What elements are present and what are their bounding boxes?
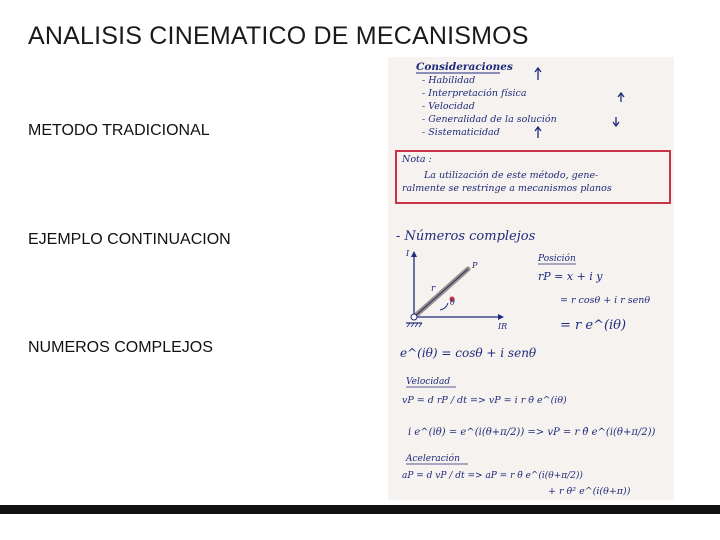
arrow-down-icon — [613, 117, 619, 126]
complex-heading: - Números complejos — [396, 229, 536, 244]
item-ejemplo-continuacion: EJEMPLO CONTINUACION — [28, 231, 231, 248]
position-equation: = r e^(iθ) — [560, 318, 627, 333]
acceleration-equation: + r θ̇² e^(i(θ+π)) — [548, 486, 631, 497]
velocity-equation: i e^(iθ) = e^(i(θ+π/2)) => vP = r θ̇ e^(i(θ+π/2)) — [408, 427, 656, 438]
angle-arc — [440, 303, 448, 310]
angle-label: θ — [450, 298, 455, 307]
note-line: ralmente se restringe a mecanismos planos — [402, 183, 612, 194]
item-numeros-complejos: NUMEROS COMPLEJOS — [28, 339, 213, 356]
euler-equation: e^(iθ) = cosθ + i senθ — [400, 346, 537, 360]
arrow-up-icon — [618, 93, 624, 102]
position-equation: = r cosθ + i r senθ — [560, 295, 651, 306]
arrow-up-icon — [411, 251, 417, 257]
arrow-up-icon — [535, 127, 541, 138]
acceleration-heading: Aceleración — [406, 454, 460, 464]
item-metodo-tradicional: METODO TRADICIONAL — [28, 122, 210, 139]
bottom-bar — [0, 505, 720, 514]
note-line: La utilización de este método, gene- — [424, 170, 599, 181]
velocity-heading: Velocidad — [406, 377, 451, 387]
imag-axis-label: I — [406, 249, 410, 258]
consideration-item: - Habilidad — [422, 75, 476, 86]
consideration-item: - Generalidad de la solución — [422, 114, 557, 125]
position-equation: rP = x + i y — [538, 270, 603, 283]
arrow-up-icon — [535, 68, 541, 80]
note-label: Nota : — [402, 154, 432, 165]
pivot-joint — [411, 314, 417, 320]
handwritten-notes-image — [388, 57, 674, 500]
consideration-item: - Interpretación física — [422, 88, 527, 99]
position-heading: Posición — [538, 254, 576, 264]
consideration-item: - Sistematicidad — [422, 127, 500, 138]
real-axis-label: IR — [498, 322, 508, 331]
radius-label: r — [431, 284, 436, 294]
consideration-item: - Velocidad — [422, 101, 475, 112]
considerations-heading: Consideraciones — [416, 61, 513, 73]
velocity-equation: vP = d rP / dt => vP = i r θ̇ e^(iθ) — [402, 395, 567, 406]
point-label: P — [472, 261, 478, 270]
arrow-right-icon — [498, 314, 504, 320]
acceleration-equation: aP = d vP / dt => aP = r θ̈ e^(i(θ+π/2)) — [402, 471, 583, 481]
page-title: ANALISIS CINEMATICO DE MECANISMOS — [28, 22, 529, 50]
